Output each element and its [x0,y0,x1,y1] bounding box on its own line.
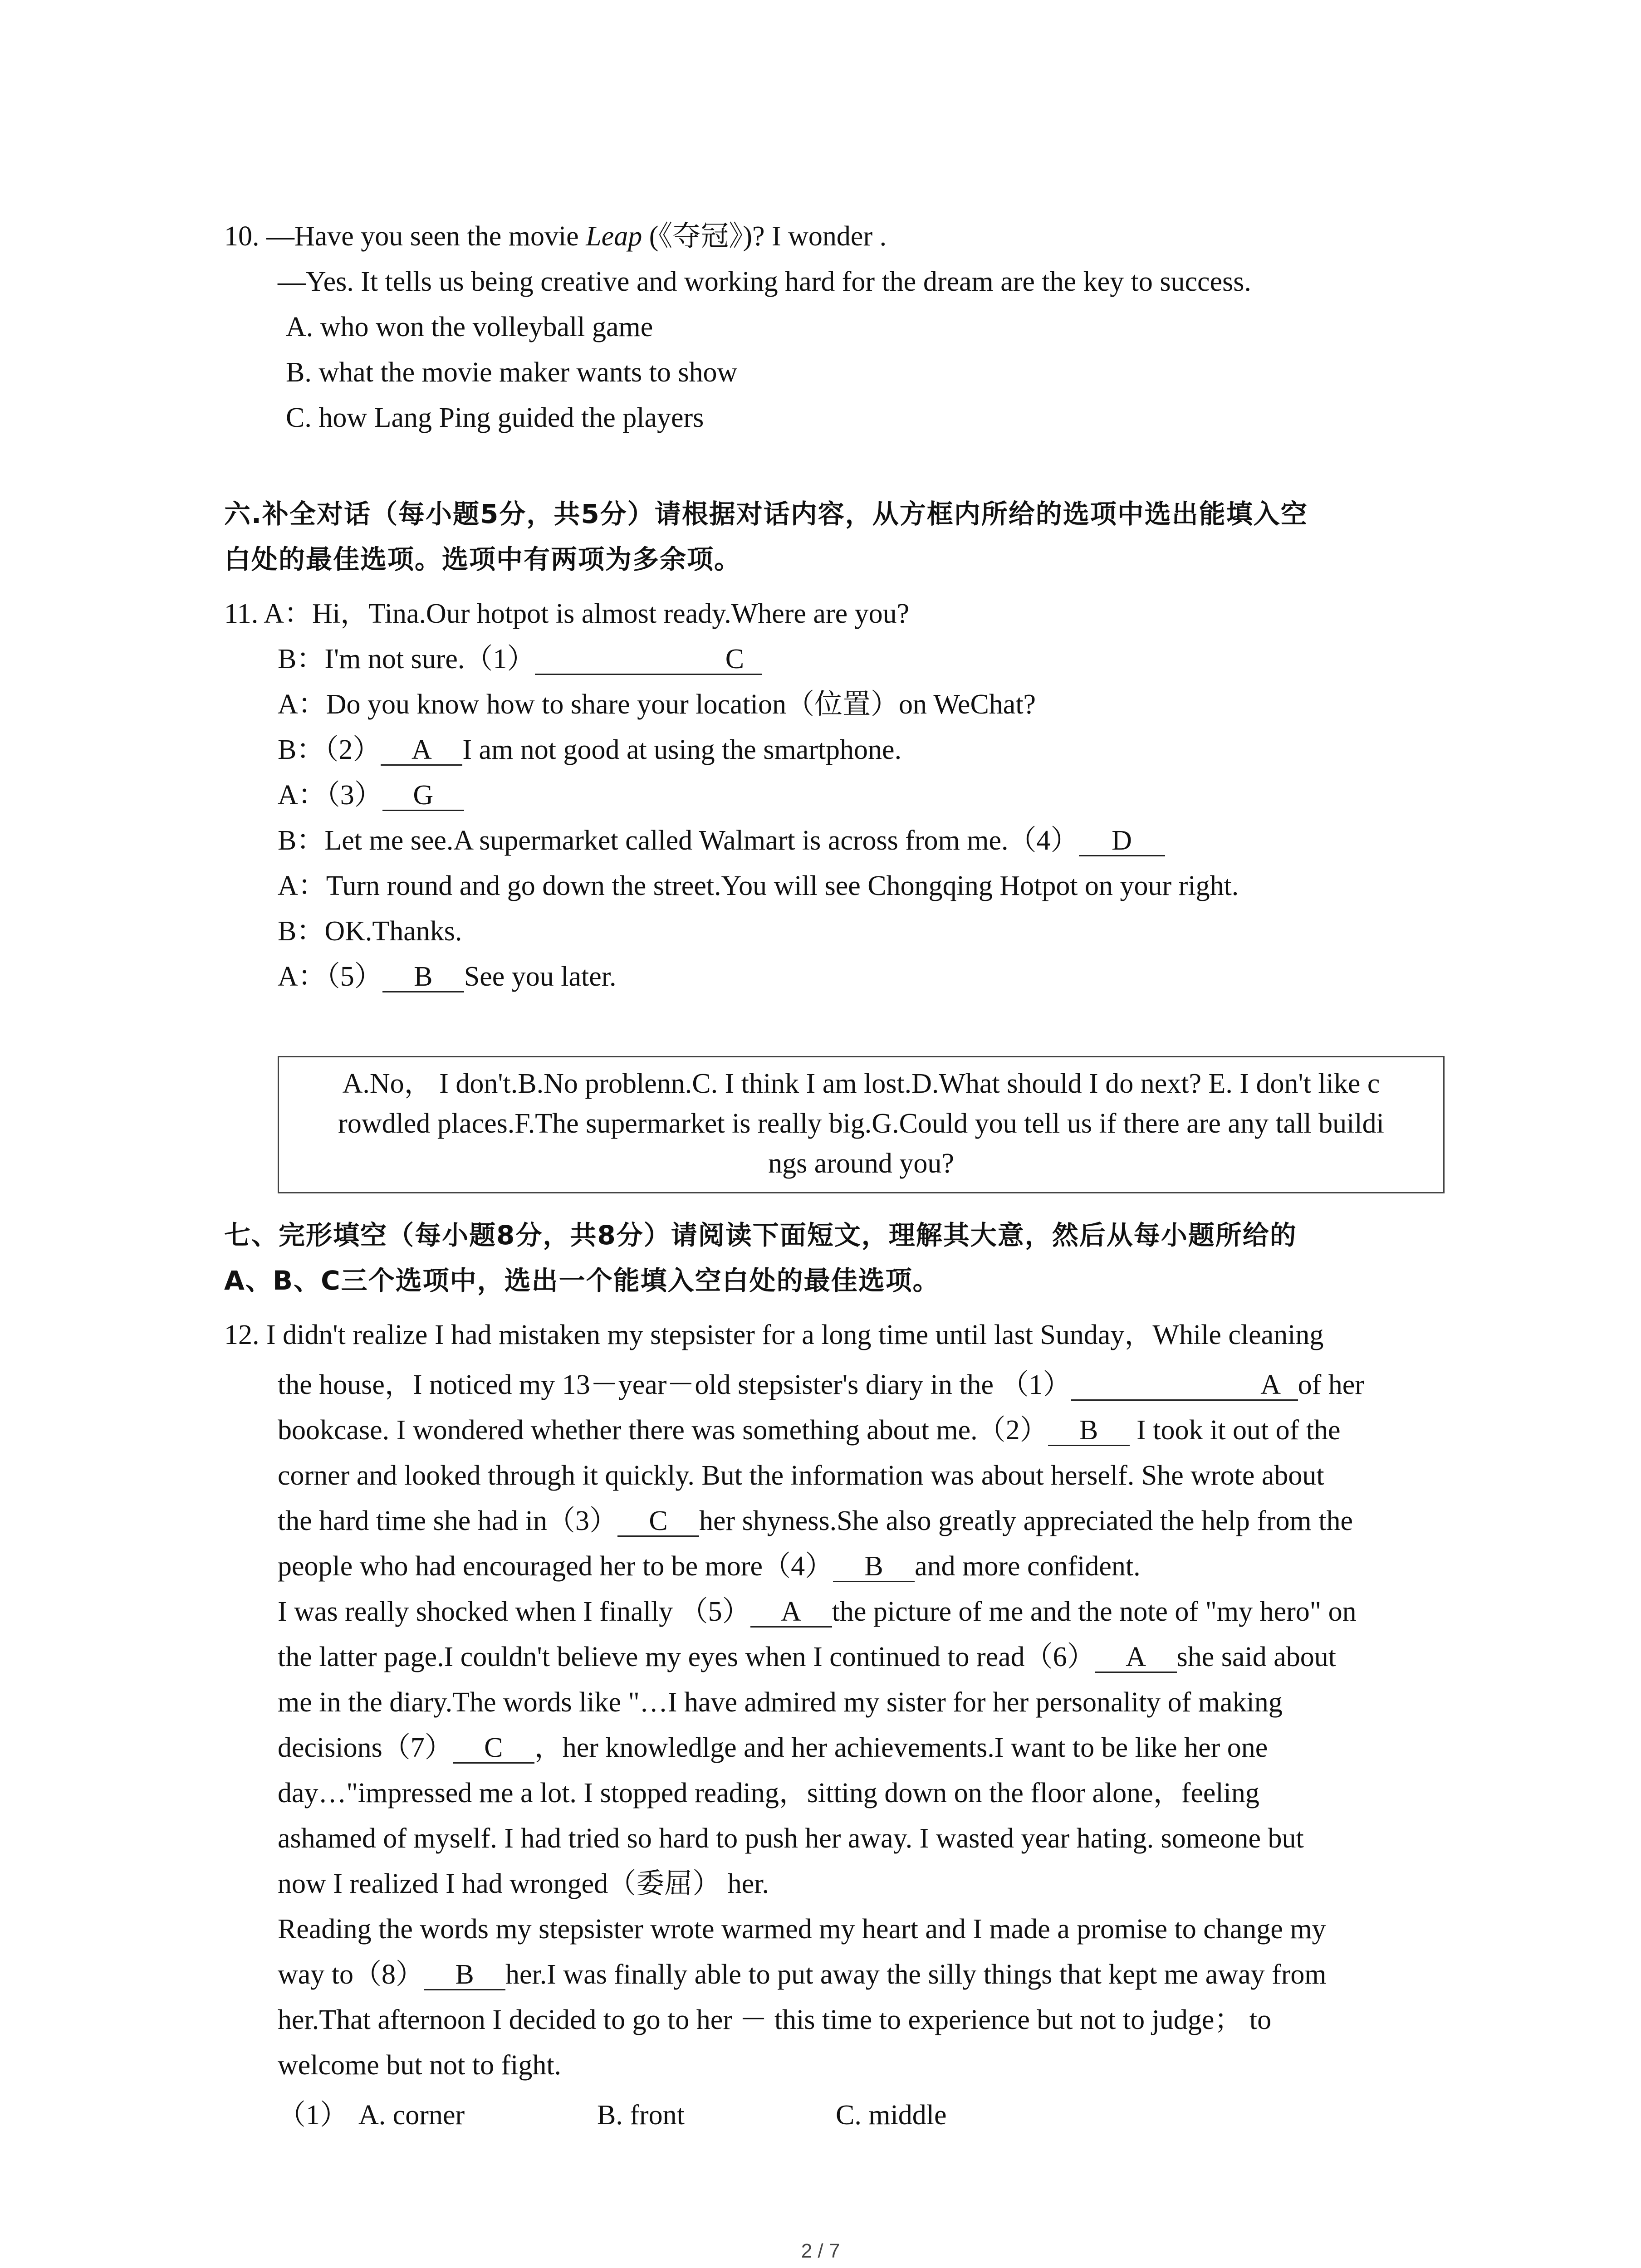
q12-passage-line12: ashamed of myself. I had tried so hard to push her away. I wasted year hating. someone but [278,1823,1304,1854]
page-number: 2 / 7 [801,2240,840,2262]
q12-passage-line4: corner and looked through it quickly. But the information was about herself. She wrote about [278,1460,1324,1491]
q12-passage-line3: bookcase. I wondered whether there was something about me.（2） B I took it out of the [278,1415,1341,1446]
cloze-blank-5: A [750,1597,832,1628]
cloze-blank-1: A [1071,1370,1298,1401]
q12-passage-line13: now I realized I had wronged（委屈） her. [278,1868,769,1899]
q12-passage-line5: the hard time she had in（3） C her shyness.She also greatly appreciated the help from the [278,1505,1353,1536]
answer-blank-5: B [382,962,464,992]
answer-blank-4: D [1079,826,1165,856]
q10-option-c: C. how Lang Ping guided the players [286,402,704,433]
q10-option-a: A. who won the volleyball game [286,312,653,342]
q12-passage-line11: day…"impressed me a lot. I stopped reading，sitting down on the floor alone，feeling [278,1778,1259,1809]
q12-passage-line17: welcome but not to fight. [278,2050,562,2081]
answer-blank-2: A [381,735,462,766]
q11-line1: 11. A：Hi，Tina.Our hotpot is almost ready.Where are you? [224,598,910,629]
q11-line2: B：I'm not sure.（1） C [278,640,762,679]
options-box-line3: ngs around you? [768,1148,954,1179]
q12-passage-line16: her.That afternoon I decided to go to her － this time to experience but not to judge； to [278,2004,1272,2035]
q12-passage-line10: decisions（7） C ，her knowledlge and her achievements.I want to be like her one [278,1732,1268,1763]
q12-passage-line15: way to（8） B her.I was finally able to put away the silly things that kept me away from [278,1959,1327,1990]
q12-item1-option-a: A. corner [358,2100,465,2131]
cloze-blank-7: C [453,1733,534,1764]
q12-passage-line14: Reading the words my stepsister wrote warmed my heart and I made a promise to change my [278,1914,1326,1945]
q11-line3: A：Do you know how to share your location（位置）on WeChat? [278,689,1036,720]
cloze-blank-8: B [424,1960,505,1990]
q10-stem: 10. —Have you seen the movie Leap (《夺冠》)? I wonder . [224,221,887,252]
cloze-blank-4: B [833,1552,915,1582]
q11-line8: B：OK.Thanks. [278,916,462,947]
section6-heading-line2: 白处的最佳选项。选项中有两项为多余项。 [224,544,742,575]
q11-line7: A：Turn round and go down the street.You will see Chongqing Hotpot on your right. [278,870,1239,901]
q12-passage-line7: I was really shocked when I finally （5） A the picture of me and the note of "my hero" on [278,1596,1357,1627]
answer-blank-3: G [382,781,464,811]
options-box-line2: rowdled places.F.The supermarket is really big.G.Could you tell us if there are any tall buildi [338,1108,1384,1139]
movie-title: Leap [586,221,642,252]
section7-heading-line1: 七、完形填空（每小题8分，共8分）请阅读下面短文，理解其大意，然后从每小题所给的 [224,1220,1297,1251]
q10-option-b: B. what the movie maker wants to show [286,357,738,388]
section7-heading-line2: A、B、C三个选项中，选出一个能填入空白处的最佳选项。 [224,1265,940,1296]
q12-passage-line1: 12. I didn't realize I had mistaken my stepsister for a long time until last Sunday，While cleaning [224,1320,1324,1350]
q12-passage-line2: the house，I noticed my 13－year－old stepsister's diary in the （1） A of her [278,1369,1364,1400]
q10-reply: —Yes. It tells us being creative and working hard for the dream are the key to success. [278,266,1251,297]
options-box-line1: A.No， I don't.B.No problenn.C. I think I am lost.D.What should I do next? E. I don't like c [342,1068,1380,1099]
q12-item1-option-c: C. middle [836,2100,947,2131]
q11-line9: A：（5） B See you later. [278,961,617,992]
q11-line6: B：Let me see.A supermarket called Walmart is across from me.（4） D [278,821,1165,860]
q11-line4: B：（2） A I am not good at using the smartphone. [278,734,902,765]
section6-heading-line1: 六.补全对话（每小题5分，共5分）请根据对话内容，从方框内所给的选项中选出能填入空 [224,499,1308,529]
q12-passage-line8: the latter page.I couldn't believe my eyes when I continued to read（6） A she said about [278,1642,1336,1672]
q12-item1-number: （1） [278,2100,348,2131]
cloze-blank-3: C [617,1506,699,1537]
cloze-blank-6: A [1095,1642,1177,1673]
answer-blank-1: C [535,645,762,675]
options-box [278,1056,1445,1193]
q11-line5: A：（3） G [278,776,464,815]
q12-item1-option-b: B. front [597,2100,685,2131]
q12-passage-line6: people who had encouraged her to be more（4） B and more confident. [278,1551,1141,1582]
q12-passage-line9: me in the diary.The words like "…I have admired my sister for her personality of making [278,1687,1283,1718]
cloze-blank-2: B [1048,1416,1130,1446]
